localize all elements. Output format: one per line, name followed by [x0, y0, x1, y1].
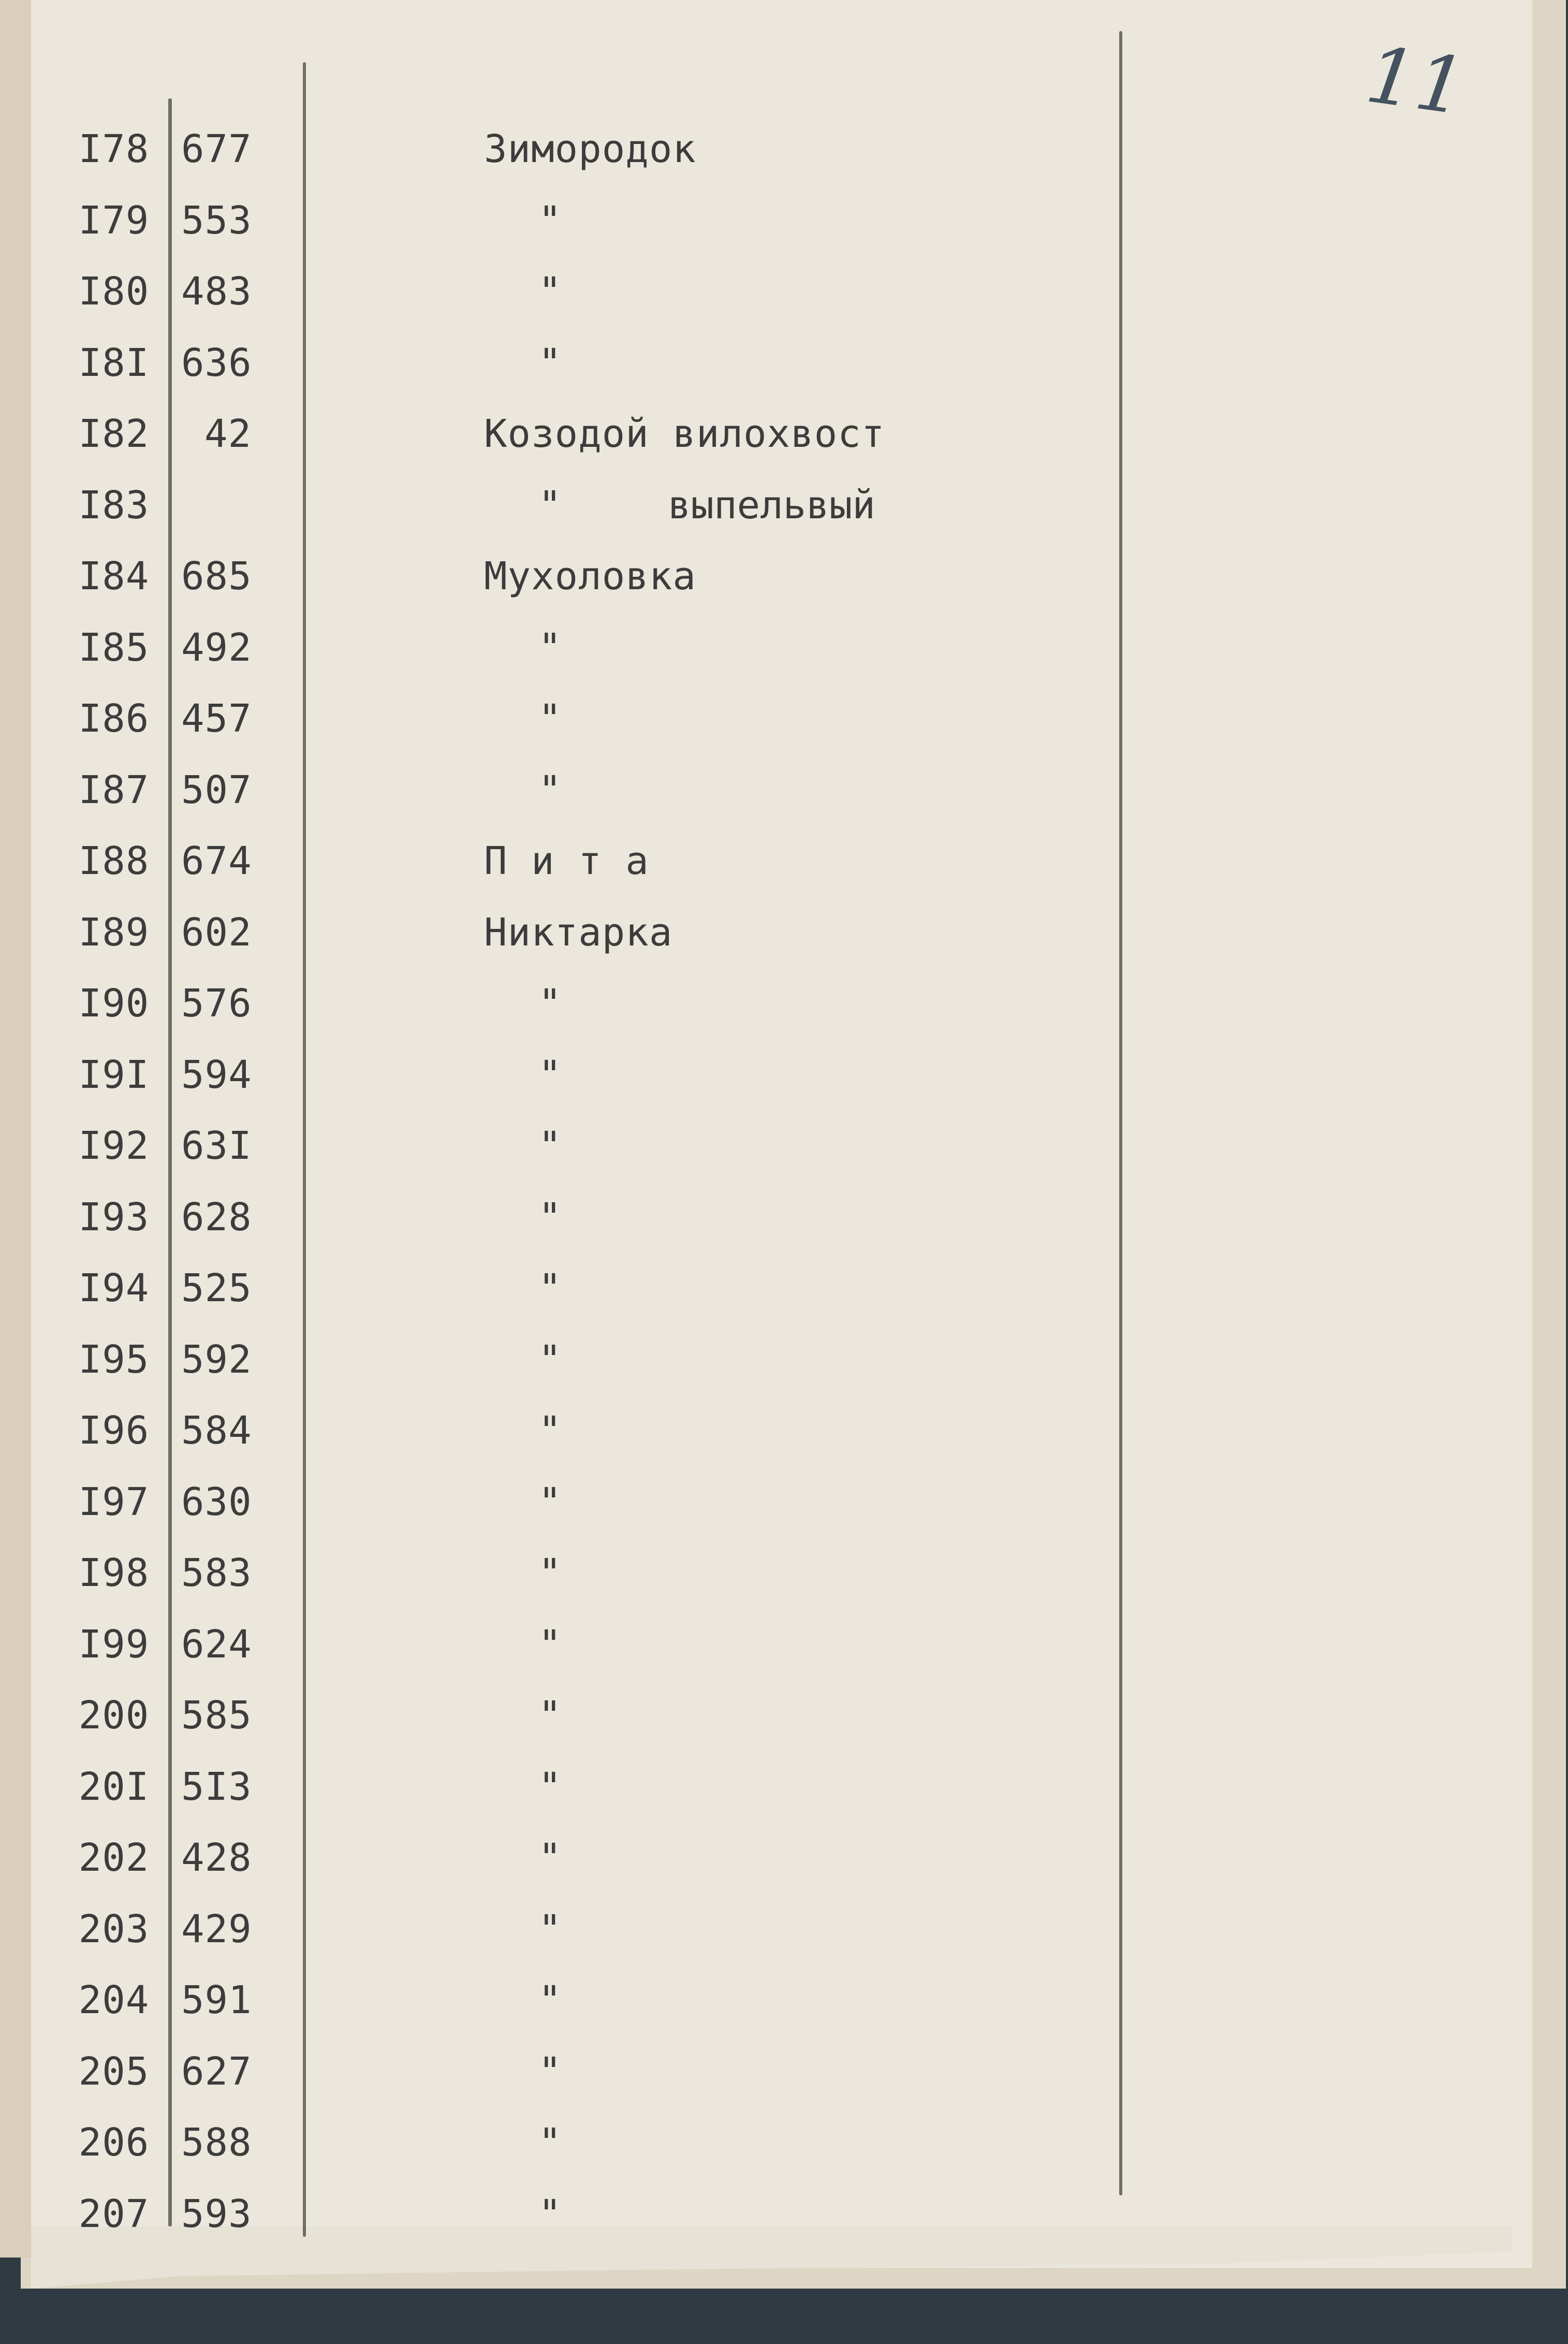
list-row	[0, 1765, 1139, 1836]
catalog-number: 685	[181, 554, 252, 599]
list-row	[0, 1622, 1139, 1693]
list-row	[0, 839, 1139, 910]
catalog-number: 428	[181, 1836, 252, 1880]
ditto-mark: "	[538, 1124, 562, 1168]
row-number: I92	[78, 1124, 150, 1168]
row-number: I96	[78, 1408, 150, 1453]
row-number: I95	[78, 1337, 150, 1382]
ditto-mark: "	[538, 767, 562, 812]
row-number: 204	[78, 1978, 150, 2022]
ditto-mark: "	[538, 1764, 562, 1809]
ditto-mark: "	[538, 2120, 562, 2165]
row-number: 205	[78, 2049, 150, 2094]
catalog-number: 593	[181, 2191, 252, 2236]
catalog-number: 507	[181, 767, 252, 812]
catalog-number: 42	[204, 412, 252, 456]
list-row	[0, 1337, 1139, 1408]
list-row	[0, 1480, 1139, 1551]
list-row	[0, 412, 1139, 483]
row-number: I97	[78, 1479, 150, 1524]
catalog-number: 492	[181, 625, 252, 670]
ditto-mark: "	[538, 1978, 562, 2022]
ditto-mark: "	[538, 483, 562, 528]
ditto-mark: "	[538, 981, 562, 1026]
catalog-number: 677	[181, 127, 252, 171]
ditto-mark: "	[538, 1266, 562, 1311]
ditto-mark: "	[538, 696, 562, 741]
catalog-number: 429	[181, 1906, 252, 1952]
catalog-number: 483	[181, 269, 252, 314]
folio-number: 11	[1360, 30, 1472, 133]
ditto-mark: "	[538, 198, 562, 243]
list-row	[0, 1195, 1139, 1266]
row-number: I78	[78, 127, 150, 171]
row-number: I8I	[78, 340, 150, 385]
list-row	[0, 1551, 1139, 1622]
row-number: 207	[78, 2191, 150, 2236]
row-number: I84	[78, 554, 150, 599]
list-row	[0, 1408, 1139, 1479]
list-row	[0, 2120, 1139, 2191]
ditto-mark: "	[538, 1052, 562, 1097]
list-row	[0, 1836, 1139, 1906]
species-name: Никтарка	[484, 910, 673, 955]
ditto-mark: "	[538, 625, 562, 670]
species-name: П и т а	[484, 839, 649, 883]
ditto-mark: "	[538, 1906, 562, 1952]
catalog-number: 674	[181, 839, 252, 883]
row-number: I86	[78, 696, 150, 741]
list-row	[0, 696, 1139, 767]
catalog-number: 630	[181, 1479, 252, 1524]
catalog-number: 553	[181, 198, 252, 243]
row-number: 202	[78, 1836, 150, 1880]
ditto-mark: "	[538, 1408, 562, 1453]
ditto-mark: "	[538, 1195, 562, 1240]
species-epithet: выпельвый	[668, 483, 875, 528]
catalog-number: 627	[181, 2049, 252, 2094]
row-number: I88	[78, 839, 150, 883]
catalog-number: 457	[181, 696, 252, 741]
ditto-mark: "	[538, 1337, 562, 1382]
catalog-number: 594	[181, 1052, 252, 1097]
list-row	[0, 1053, 1139, 1124]
row-number: I80	[78, 269, 150, 314]
species-name: Зимородок	[484, 127, 696, 171]
ditto-mark: "	[538, 1836, 562, 1880]
catalog-number: 584	[181, 1408, 252, 1453]
catalog-number: 588	[181, 2120, 252, 2165]
catalog-number: 628	[181, 1195, 252, 1240]
catalog-number: 583	[181, 1551, 252, 1595]
list-row	[0, 198, 1139, 269]
row-number: 206	[78, 2120, 150, 2165]
list-row	[0, 127, 1139, 198]
catalog-number: 585	[181, 1693, 252, 1738]
row-number: I87	[78, 767, 150, 812]
row-number: I90	[78, 981, 150, 1026]
list-row	[0, 1124, 1139, 1195]
list-row	[0, 910, 1139, 981]
list-row	[0, 625, 1139, 696]
list-row	[0, 768, 1139, 839]
catalog-number: 624	[181, 1622, 252, 1667]
row-number: I98	[78, 1551, 150, 1595]
catalog-number: 63I	[181, 1124, 252, 1168]
row-number: I82	[78, 412, 150, 456]
row-number: 20I	[78, 1764, 150, 1809]
row-number: I99	[78, 1622, 150, 1667]
row-number: I83	[78, 483, 150, 528]
row-number: I89	[78, 910, 150, 955]
catalog-number: 592	[181, 1337, 252, 1382]
catalog-number: 591	[181, 1978, 252, 2022]
row-number: I85	[78, 625, 150, 670]
catalog-number: 602	[181, 910, 252, 955]
list-row	[0, 483, 1139, 554]
species-name: Козодой вилохвост	[484, 412, 885, 456]
list-row	[0, 341, 1139, 412]
list-row	[0, 1907, 1139, 1978]
list-row	[0, 981, 1139, 1052]
ditto-mark: "	[538, 2049, 562, 2094]
ditto-mark: "	[538, 1551, 562, 1595]
list-row	[0, 1266, 1139, 1337]
row-number: 203	[78, 1906, 150, 1952]
list-row	[0, 1978, 1139, 2049]
ditto-mark: "	[538, 269, 562, 314]
catalog-number: 525	[181, 1266, 252, 1311]
ditto-mark: "	[538, 2191, 562, 2236]
row-number: I9I	[78, 1052, 150, 1097]
row-number: I93	[78, 1195, 150, 1240]
ditto-mark: "	[538, 1622, 562, 1667]
list-row	[0, 1693, 1139, 1764]
ditto-mark: "	[538, 1479, 562, 1524]
row-number: 200	[78, 1693, 150, 1738]
list-row	[0, 554, 1139, 625]
list-row	[0, 2049, 1139, 2120]
catalog-number: 636	[181, 340, 252, 385]
row-number: I79	[78, 198, 150, 243]
catalog-number: 576	[181, 981, 252, 1026]
ditto-mark: "	[538, 340, 562, 385]
species-name: Мухоловка	[484, 554, 696, 599]
list-row	[0, 2192, 1139, 2263]
ditto-mark: "	[538, 1693, 562, 1738]
row-number: I94	[78, 1266, 150, 1311]
catalog-number: 5I3	[181, 1764, 252, 1809]
list-row	[0, 269, 1139, 340]
